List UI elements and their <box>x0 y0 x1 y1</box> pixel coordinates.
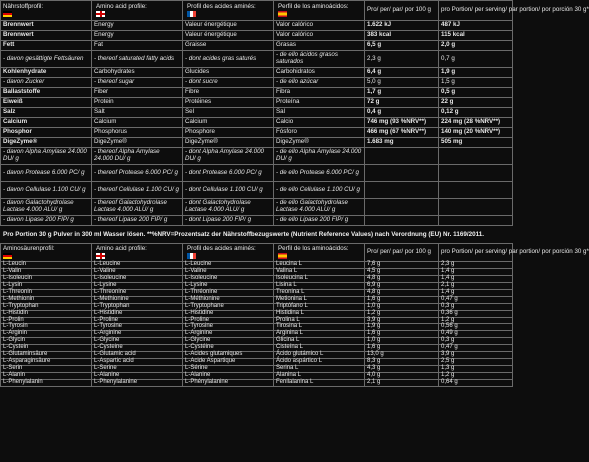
amino-name-es: Cisteína L <box>274 345 365 352</box>
footer-note: Pro Portion 30 g Pulver in 300 ml Wasser lösen. **%NRV=Prozentsatz der Nährstoffbezugswerte (Nutrient Reference Values) nach Verordnung (EU) Nr. 1169/2011. <box>3 231 484 238</box>
nutrient-name-en: Fiber <box>92 88 183 98</box>
amino-name-de: L-Phenylalanin <box>1 379 92 386</box>
amino-name-de: L-Arginin <box>1 331 92 338</box>
value-per-portion: 1,4 g <box>439 289 513 296</box>
amino-name-en: L-Cysteine <box>92 345 183 352</box>
header-amino-profile-es: Perfil de los aminoácidos: <box>274 1 365 21</box>
amino-row <box>1 331 513 338</box>
amino-name-es: Alanina L <box>274 373 365 380</box>
value-per-portion: 0,12 g <box>439 108 513 118</box>
value-per-portion: 0,5 g <box>439 88 513 98</box>
value-per-100g: 6,5 g <box>365 41 439 51</box>
nutrition-row <box>1 98 513 108</box>
amino-name-de: L-Alanin <box>1 373 92 380</box>
nutrient-name-es: Calcio <box>274 118 365 128</box>
spanish-flag-icon <box>278 11 287 17</box>
german-flag-icon <box>3 11 12 17</box>
amino-row <box>1 303 513 310</box>
amino-name-en: L-Methionine <box>92 296 183 303</box>
nutrient-name-en: Protein <box>92 98 183 108</box>
value-per-portion: 1,2 g <box>439 373 513 380</box>
nutrient-name-de: - davon Cellulase 1.100 CU/ g <box>1 182 92 199</box>
nutrition-row <box>1 216 513 226</box>
nutrient-name-es: - de ello azúcar <box>274 78 365 88</box>
header-per-portion: pro Portion/ per serving/ par portion/ por porción 30 g* <box>439 1 513 21</box>
amino-row <box>1 296 513 303</box>
value-per-portion: 2,5 g <box>439 359 513 366</box>
value-per-100g: 383 kcal <box>365 31 439 41</box>
value-per-100g: 6,9 g <box>365 282 439 289</box>
amino-name-fr: L-Histidine <box>183 310 274 317</box>
english-flag-icon <box>96 11 105 17</box>
amino-name-de: L-Valin <box>1 268 92 275</box>
nutrient-name-es: Carbohidratos <box>274 68 365 78</box>
amino-name-es: Prolina L <box>274 317 365 324</box>
value-per-100g: 1.683 mg <box>365 138 439 148</box>
nutrient-name-de: - davon Protease 6.000 PC/ g <box>1 165 92 182</box>
nutrient-name-en: - thereof Protease 6.000 PC/ g <box>92 165 183 182</box>
amino-name-en: L-Tryptophan <box>92 303 183 310</box>
amino-row <box>1 373 513 380</box>
value-per-100g: 7,6 g <box>365 262 439 269</box>
nutrition-row <box>1 41 513 51</box>
amino-name-es: Metionina L <box>274 296 365 303</box>
nutrient-name-en: Carbohydrates <box>92 68 183 78</box>
english-flag-icon <box>96 253 105 259</box>
nutrition-row <box>1 199 513 216</box>
value-per-portion <box>439 148 513 165</box>
value-per-100g: 5,0 g <box>365 78 439 88</box>
value-per-100g: 4,3 g <box>365 366 439 373</box>
amino-name-es: Tirosina L <box>274 324 365 331</box>
amino-name-fr: L-Proline <box>183 317 274 324</box>
nutrient-name-fr: Valeur énergétique <box>183 21 274 31</box>
nutrition-row <box>1 68 513 78</box>
nutrient-name-fr: Glucides <box>183 68 274 78</box>
value-per-portion: 140 mg (20 %NRV**) <box>439 128 513 138</box>
value-per-portion: 0,64 g <box>439 379 513 386</box>
nutrient-name-en: - thereof saturated fatty acids <box>92 51 183 68</box>
amino-name-es: Serina L <box>274 366 365 373</box>
nutrition-row <box>1 148 513 165</box>
value-per-100g <box>365 199 439 216</box>
nutrient-name-de: Kohlenhydrate <box>1 68 92 78</box>
value-per-portion: 505 mg <box>439 138 513 148</box>
nutrient-name-de: - davon Zucker <box>1 78 92 88</box>
value-per-100g: 1,0 g <box>365 338 439 345</box>
nutrient-name-en: - thereof Lipase 200 FIP/ g <box>92 216 183 226</box>
amino-name-de: L-Prolin <box>1 317 92 324</box>
amino-header-row <box>1 244 513 262</box>
header-per-100g: Pro/ per/ par/ por 100 g <box>365 244 439 262</box>
nutrient-name-es: Proteína <box>274 98 365 108</box>
amino-name-es: Valina L <box>274 268 365 275</box>
nutrient-name-de: Brennwert <box>1 31 92 41</box>
amino-name-de: L-Leucin <box>1 262 92 269</box>
amino-name-es: Histidina L <box>274 310 365 317</box>
nutrient-name-de: DigeZyme® <box>1 138 92 148</box>
value-per-100g: 2,3 g <box>365 51 439 68</box>
value-per-100g: 466 mg (67 %NRV**) <box>365 128 439 138</box>
nutrient-name-es: - de ello Protease 6.000 PC/ g <box>274 165 365 182</box>
amino-name-fr: L-Glycine <box>183 338 274 345</box>
amino-acid-table <box>0 243 589 387</box>
value-per-100g: 1,2 g <box>365 310 439 317</box>
value-per-portion: 0,47 g <box>439 345 513 352</box>
nutrient-name-es: Fósforo <box>274 128 365 138</box>
value-per-portion <box>439 182 513 199</box>
nutrient-name-es: Valor calórico <box>274 21 365 31</box>
nutrient-name-de: Fett <box>1 41 92 51</box>
value-per-portion: 2,0 g <box>439 41 513 51</box>
amino-name-en: L-Glutamic acid <box>92 352 183 359</box>
nutrition-header-row <box>1 1 513 21</box>
nutrient-name-en: DigeZyme® <box>92 138 183 148</box>
value-per-100g: 1,6 g <box>365 331 439 338</box>
value-per-100g <box>365 165 439 182</box>
value-per-100g: 13,0 g <box>365 352 439 359</box>
amino-name-fr: L-Lysine <box>183 282 274 289</box>
amino-name-en: L-Histidine <box>92 310 183 317</box>
nutrient-name-es: - de ello Cellulase 1.100 CU/ g <box>274 182 365 199</box>
header-amino-profile-de: Aminosäurenprofil: <box>1 244 92 262</box>
value-per-portion: 1,4 g <box>439 268 513 275</box>
amino-row <box>1 317 513 324</box>
nutrition-row <box>1 182 513 199</box>
nutrition-row <box>1 118 513 128</box>
nutrient-name-fr: Calcium <box>183 118 274 128</box>
amino-name-de: L-Serin <box>1 366 92 373</box>
nutrient-name-fr: - dont Alpha Amylase 24.000 DU/ g <box>183 148 274 165</box>
nutrition-row <box>1 138 513 148</box>
value-per-100g: 1,6 g <box>365 296 439 303</box>
nutrient-name-es: - de ello Lipase 200 FIP/ g <box>274 216 365 226</box>
amino-name-fr: L-Méthionine <box>183 296 274 303</box>
nutrient-name-de: - davon Galactohydrolase Lactase 4.000 ALU/ g <box>1 199 92 216</box>
value-per-portion: 1,3 g <box>439 366 513 373</box>
french-flag-icon <box>187 11 196 17</box>
value-per-portion: 1,4 g <box>439 275 513 282</box>
amino-name-en: L-Leucine <box>92 262 183 269</box>
amino-row <box>1 324 513 331</box>
value-per-portion <box>439 199 513 216</box>
nutrient-name-en: Fat <box>92 41 183 51</box>
nutrient-name-de: Salz <box>1 108 92 118</box>
amino-name-fr: L-Phénylalanine <box>183 379 274 386</box>
amino-name-de: L-Asparaginsäure <box>1 359 92 366</box>
value-per-100g: 4,8 g <box>365 289 439 296</box>
nutrient-name-de: - davon Alpha Amylase 24.000 DU/ g <box>1 148 92 165</box>
value-per-portion: 487 kJ <box>439 21 513 31</box>
amino-name-en: L-Arginine <box>92 331 183 338</box>
amino-name-fr: L-Thréonine <box>183 289 274 296</box>
amino-name-de: L-Isoleucin <box>1 275 92 282</box>
amino-name-de: L-Threonin <box>1 289 92 296</box>
amino-name-fr: L-Alanine <box>183 373 274 380</box>
header-amino-profile-fr: Profil des acides aminés: <box>183 1 274 21</box>
amino-name-en: L-Valine <box>92 268 183 275</box>
nutrient-name-fr: - dont acides gras saturés <box>183 51 274 68</box>
nutrient-name-fr: DigeZyme® <box>183 138 274 148</box>
nutrient-name-fr: - dont Cellulase 1.100 CU/ g <box>183 182 274 199</box>
amino-name-en: L-Tyrosine <box>92 324 183 331</box>
amino-name-en: L-Serine <box>92 366 183 373</box>
nutrient-name-fr: - dont sucre <box>183 78 274 88</box>
amino-row <box>1 289 513 296</box>
nutrient-name-fr: Valeur énergétique <box>183 31 274 41</box>
amino-name-en: L-Aspartic acid <box>92 359 183 366</box>
nutrition-row <box>1 108 513 118</box>
nutrient-name-fr: Protéines <box>183 98 274 108</box>
value-per-100g: 1,0 g <box>365 303 439 310</box>
nutrient-name-es: Fibra <box>274 88 365 98</box>
value-per-portion: 0,3 g <box>439 338 513 345</box>
amino-name-es: Isoleucina L <box>274 275 365 282</box>
amino-name-en: L-Glycine <box>92 338 183 345</box>
amino-name-en: L-Alanine <box>92 373 183 380</box>
value-per-100g <box>365 148 439 165</box>
value-per-100g: 4,8 g <box>365 275 439 282</box>
amino-row <box>1 379 513 386</box>
amino-name-es: Fenilalanina L <box>274 379 365 386</box>
amino-name-fr: L-Arginine <box>183 331 274 338</box>
nutrient-name-fr: - dont Galactohydrolase Lactase 4.000 ALU/ g <box>183 199 274 216</box>
amino-name-fr: L-Leucine <box>183 262 274 269</box>
nutrient-name-es: - de ello Alpha Amylase 24.000 DU/ g <box>274 148 365 165</box>
spanish-flag-icon <box>278 253 287 259</box>
value-per-portion: 0,3 g <box>439 303 513 310</box>
amino-name-de: L-Glutaminsäure <box>1 352 92 359</box>
amino-name-fr: L-Acides glutamiques <box>183 352 274 359</box>
value-per-portion: 0,49 g <box>439 331 513 338</box>
value-per-100g <box>365 216 439 226</box>
nutrition-table <box>0 0 589 226</box>
value-per-100g: 4,0 g <box>365 373 439 380</box>
nutrient-name-es: Sal <box>274 108 365 118</box>
amino-row <box>1 262 513 269</box>
value-per-100g: 0,4 g <box>365 108 439 118</box>
amino-row <box>1 310 513 317</box>
header-per-100g: Pro/ per/ par/ por 100 g <box>365 1 439 21</box>
french-flag-icon <box>187 253 196 259</box>
amino-name-es: Treonina L <box>274 289 365 296</box>
value-per-100g: 8,3 g <box>365 359 439 366</box>
amino-name-en: L-Threonine <box>92 289 183 296</box>
amino-row <box>1 352 513 359</box>
value-per-portion <box>439 165 513 182</box>
nutrient-name-de: - davon Lipase 200 FIP/ g <box>1 216 92 226</box>
nutrient-name-es: - de ello ácidos grasos saturados <box>274 51 365 68</box>
value-per-100g: 2,1 g <box>365 379 439 386</box>
nutrient-name-en: Energy <box>92 21 183 31</box>
value-per-portion <box>439 216 513 226</box>
nutrition-row <box>1 21 513 31</box>
value-per-portion: 1,5 g <box>439 78 513 88</box>
value-per-portion: 224 mg (28 %NRV**) <box>439 118 513 128</box>
nutrient-name-de: Calcium <box>1 118 92 128</box>
nutrition-row <box>1 88 513 98</box>
amino-name-en: L-Lysine <box>92 282 183 289</box>
header-nutrient-profile: Nährstoffprofil: <box>1 1 92 21</box>
amino-name-de: L-Cystein <box>1 345 92 352</box>
value-per-portion: 2,3 g <box>439 262 513 269</box>
nutrient-name-de: Brennwert <box>1 21 92 31</box>
nutrient-name-de: - davon gesättigte Fettsäuren <box>1 51 92 68</box>
nutrient-name-en: - thereof sugar <box>92 78 183 88</box>
amino-name-es: Arginina L <box>274 331 365 338</box>
nutrient-name-en: - thereof Galactohydrolase Lactase 4.000 ALU/ g <box>92 199 183 216</box>
nutrient-name-en: Calcium <box>92 118 183 128</box>
amino-name-fr: L-Valine <box>183 268 274 275</box>
amino-name-fr: L-Tryptophane <box>183 303 274 310</box>
header-amino-profile-en: Amino acid profile: <box>92 244 183 262</box>
nutrient-name-fr: Graisse <box>183 41 274 51</box>
value-per-100g: 3,9 g <box>365 317 439 324</box>
value-per-portion: 0,47 g <box>439 296 513 303</box>
amino-name-de: L-Glycin <box>1 338 92 345</box>
german-flag-icon <box>3 253 12 259</box>
amino-name-de: L-Histidin <box>1 310 92 317</box>
nutrient-name-fr: - dont Lipase 200 FIP/ g <box>183 216 274 226</box>
amino-name-es: Lisina L <box>274 282 365 289</box>
value-per-portion: 1,9 g <box>439 68 513 78</box>
amino-row <box>1 338 513 345</box>
nutrition-row <box>1 128 513 138</box>
nutrient-name-es: DigeZyme® <box>274 138 365 148</box>
nutrient-name-en: Energy <box>92 31 183 41</box>
value-per-portion: 22 g <box>439 98 513 108</box>
nutrient-name-de: Eiweiß <box>1 98 92 108</box>
value-per-100g: 4,5 g <box>365 268 439 275</box>
amino-name-de: L-Lysin <box>1 282 92 289</box>
nutrition-row <box>1 165 513 182</box>
amino-name-fr: L-Acide Aspartique <box>183 359 274 366</box>
nutrient-name-fr: Fibre <box>183 88 274 98</box>
header-amino-profile-es: Perfil de los aminoácidos: <box>274 244 365 262</box>
amino-row <box>1 282 513 289</box>
header-amino-profile-en: Amino acid profile: <box>92 1 183 21</box>
value-per-portion: 0,36 g <box>439 310 513 317</box>
value-per-portion: 0,56 g <box>439 324 513 331</box>
nutrient-name-de: Phosphor <box>1 128 92 138</box>
amino-name-fr: L-Isoleucine <box>183 275 274 282</box>
amino-row <box>1 359 513 366</box>
nutrient-name-fr: - dont Protease 6.000 PC/ g <box>183 165 274 182</box>
amino-name-fr: L-Cystéine <box>183 345 274 352</box>
amino-name-es: Ácido glutámico L <box>274 352 365 359</box>
amino-name-es: Leucina L <box>274 262 365 269</box>
nutrient-name-de: Ballaststoffe <box>1 88 92 98</box>
amino-name-es: Ácido aspártico L <box>274 359 365 366</box>
value-per-100g: 6,4 g <box>365 68 439 78</box>
header-amino-profile-fr: Profil des acides aminés: <box>183 244 274 262</box>
value-per-portion: 1,2 g <box>439 317 513 324</box>
value-per-portion: 115 kcal <box>439 31 513 41</box>
nutrient-name-en: Salt <box>92 108 183 118</box>
amino-row <box>1 345 513 352</box>
value-per-100g: 1,7 g <box>365 88 439 98</box>
nutrient-name-es: Grasas <box>274 41 365 51</box>
header-per-portion: pro Portion/ per serving/ par portion/ por porción 30 g* <box>439 244 513 262</box>
nutrition-row <box>1 78 513 88</box>
value-per-100g: 1,9 g <box>365 324 439 331</box>
value-per-100g: 1.622 kJ <box>365 21 439 31</box>
value-per-portion: 3,9 g <box>439 352 513 359</box>
value-per-portion: 2,1 g <box>439 282 513 289</box>
value-per-100g: 72 g <box>365 98 439 108</box>
value-per-100g: 1,6 g <box>365 345 439 352</box>
amino-name-fr: L-Tyrosine <box>183 324 274 331</box>
nutrient-name-en: - thereof Cellulase 1.100 CU/ g <box>92 182 183 199</box>
nutrition-row <box>1 51 513 68</box>
amino-name-es: Glicina L <box>274 338 365 345</box>
nutrient-name-es: Valor calórico <box>274 31 365 41</box>
amino-name-de: L-Methionin <box>1 296 92 303</box>
nutrition-row <box>1 31 513 41</box>
value-per-100g <box>365 182 439 199</box>
value-per-portion: 0,7 g <box>439 51 513 68</box>
nutrient-name-en: Phosphorus <box>92 128 183 138</box>
nutrient-name-fr: Sel <box>183 108 274 118</box>
amino-row <box>1 275 513 282</box>
value-per-100g: 746 mg (93 %NRV**) <box>365 118 439 128</box>
nutrient-name-es: - de ello Galactohydrolase Lactase 4.000 ALU/ g <box>274 199 365 216</box>
amino-name-en: L-Proline <box>92 317 183 324</box>
amino-row <box>1 268 513 275</box>
amino-name-en: L-Isoleucine <box>92 275 183 282</box>
amino-row <box>1 366 513 373</box>
nutrient-name-en: - thereof Alpha Amylase 24.000 DU/ g <box>92 148 183 165</box>
amino-name-de: L-Tryptophan <box>1 303 92 310</box>
amino-name-es: Triptófano L <box>274 303 365 310</box>
amino-name-fr: L-Sérine <box>183 366 274 373</box>
amino-name-en: L-Phenylalanine <box>92 379 183 386</box>
nutrient-name-fr: Phosphore <box>183 128 274 138</box>
amino-name-de: L-Tyrosin <box>1 324 92 331</box>
